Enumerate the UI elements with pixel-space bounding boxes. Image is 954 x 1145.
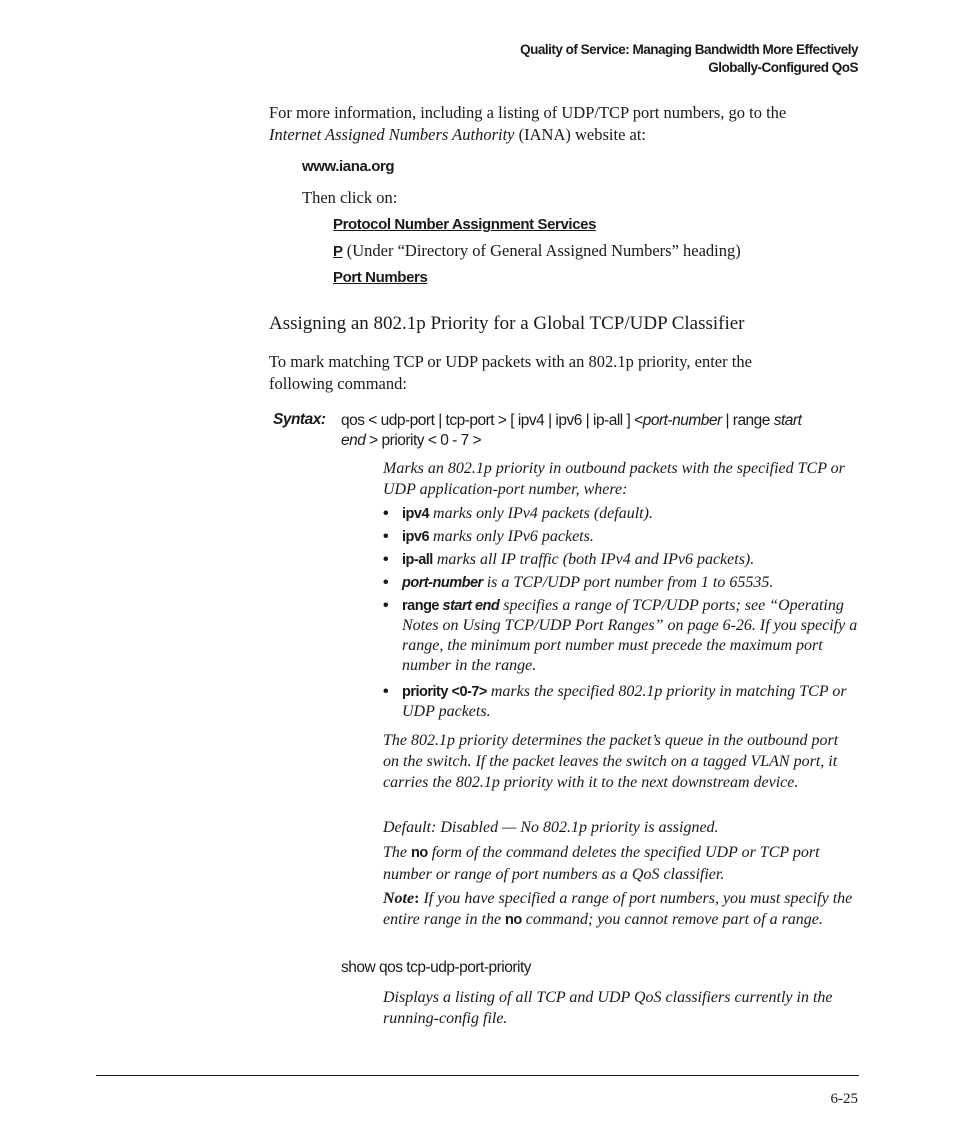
keyword: no <box>411 845 428 861</box>
syntax-command <box>341 411 861 451</box>
p-link[interactable]: P <box>333 243 343 260</box>
footer-rule <box>96 1075 859 1076</box>
syntax-part: | range <box>721 412 774 429</box>
note-text: If you have specified a range of port numbers, you must specify the entire range in the <box>383 890 853 928</box>
bullet-text: specifies a range of TCP/UDP ports; see “Operating Notes on Using TCP/UDP Port Ranges” on page 6-26. If you specify a range, the minimum port number must precede the maximum port number in the range. <box>402 597 858 674</box>
bullet-text: marks the specified 802.1p priority in matching TCP or UDP packets. <box>402 683 847 720</box>
no-form-text: form of the command deletes the specified UDP or TCP port number or range of port numbers as a QoS classifier. <box>383 844 820 883</box>
section-intro <box>269 351 869 395</box>
intro-text: For more information, including a listing of UDP/TCP port numbers, go to the <box>269 103 787 122</box>
page-number: 6-25 <box>830 1091 858 1107</box>
intro-paragraph <box>269 102 869 146</box>
syntax-part: qos < udp-port | tcp-port > [ ipv4 | ipv6 | ip-all ] < <box>341 412 643 429</box>
intro-text-end: (IANA) website at: <box>514 125 647 144</box>
section-intro-line2: following command: <box>269 374 407 393</box>
keyword: port-number <box>402 575 483 591</box>
p-link-note: (Under “Directory of General Assigned Numbers” heading) <box>342 241 741 260</box>
section-intro-line1: To mark matching TCP or UDP packets with an 802.1p priority, enter the <box>269 352 752 371</box>
bullet-glyph: • <box>383 528 389 545</box>
running-header <box>520 41 858 77</box>
syntax-param-start: start <box>773 412 802 429</box>
p-link-line <box>333 240 873 263</box>
priority-description: The 802.1p priority determines the packet’s queue in the outbound port on the switch. If the packet leaves the switch on a tagged VLAN port, it carries the 802.1p priority with it to the next downstream device. <box>383 732 839 791</box>
then-click-text: Then click on: <box>302 188 398 207</box>
keyword: ipv6 <box>402 529 430 545</box>
bullet-text: marks only IPv6 packets. <box>429 528 594 545</box>
note-text: command; you cannot remove part of a range. <box>521 911 823 928</box>
no-form-description <box>383 842 858 885</box>
bullet-text: marks only IPv4 packets (default). <box>429 505 653 522</box>
syntax-label: Syntax: <box>273 411 326 428</box>
note-colon: : <box>414 890 424 907</box>
port-numbers-link[interactable]: Port Numbers <box>333 269 428 286</box>
note-paragraph <box>383 888 858 931</box>
syntax-param-port-number: port-number <box>642 412 722 429</box>
syntax-param-end: end <box>341 432 366 449</box>
iana-name: Internet Assigned Numbers Authority <box>269 125 515 144</box>
default-description: Default: Disabled — No 802.1p priority is assigned. <box>383 819 719 836</box>
bullet-glyph: • <box>383 683 389 700</box>
website-link[interactable]: www.iana.org <box>302 158 395 175</box>
bullet-text: marks all IP traffic (both IPv4 and IPv6 packets). <box>432 551 755 568</box>
keyword: ipv4 <box>402 506 430 522</box>
protocol-assignment-link[interactable]: Protocol Number Assignment Services <box>333 216 597 233</box>
note-label: Note <box>383 890 415 907</box>
bullet-glyph: • <box>383 597 389 614</box>
section-heading: Assigning an 802.1p Priority for a Global TCP/UDP Classifier <box>269 313 745 334</box>
bullet-text: is a TCP/UDP port number from 1 to 65535. <box>482 574 774 591</box>
show-command: show qos tcp-udp-port-priority <box>341 959 532 976</box>
keyword: priority <0-7> <box>402 684 487 700</box>
header-section-title: Globally-Configured QoS <box>708 60 858 75</box>
keyword: range <box>402 598 443 614</box>
command-description: Marks an 802.1p priority in outbound packets with the specified TCP or UDP application-port number, where: <box>383 460 845 498</box>
keyword: start end <box>442 598 500 614</box>
header-chapter-title: Quality of Service: Managing Bandwidth More Effectively <box>520 42 858 57</box>
keyword: no <box>505 912 522 928</box>
show-command-description: Displays a listing of all TCP and UDP QoS classifiers currently in the running-config file. <box>383 989 833 1027</box>
no-form-text: The <box>383 844 411 861</box>
bullet-glyph: • <box>383 574 389 591</box>
bullet-glyph: • <box>383 505 389 522</box>
keyword: ip-all <box>402 552 433 568</box>
bullet-glyph: • <box>383 551 389 568</box>
syntax-part: > priority < 0 - 7 > <box>365 432 482 449</box>
